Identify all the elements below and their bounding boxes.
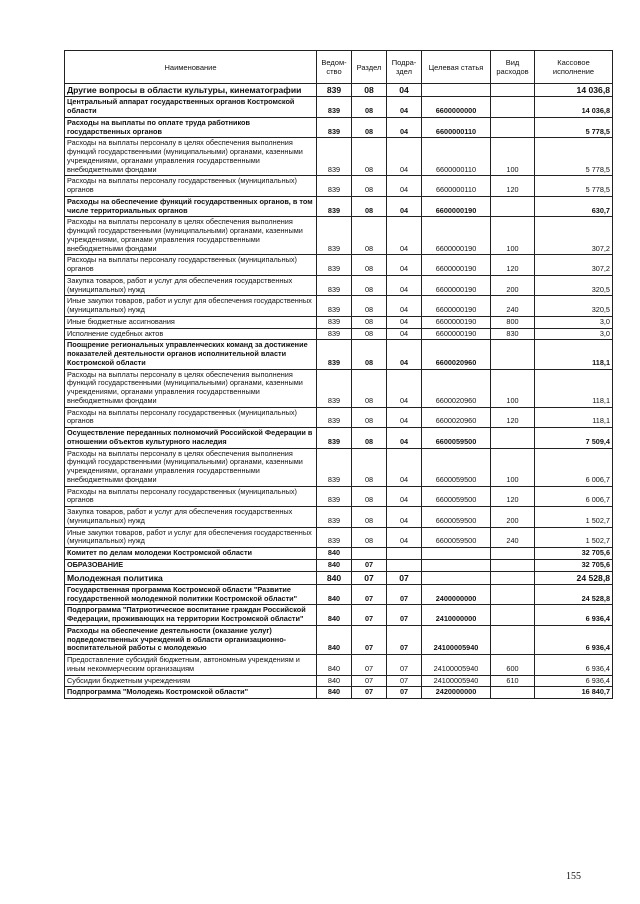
row-target-article: 6600000110 (422, 117, 491, 138)
row-section: 08 (352, 407, 387, 428)
row-target-article: 24100005940 (422, 655, 491, 676)
row-name: Подпрограмма "Патриотическое воспитание граждан Российской Федерации, проживающих на территории Костромской области" (65, 605, 317, 626)
row-subsection: 07 (387, 655, 422, 676)
row-target-article: 24100005940 (422, 625, 491, 654)
header-section: Раздел (352, 51, 387, 84)
table-row (65, 548, 613, 560)
row-name: Иные закупки товаров, работ и услуг для обеспечения государственных (муниципальных) нужд (65, 296, 317, 317)
row-section: 08 (352, 176, 387, 197)
row-target-article: 6600059500 (422, 527, 491, 548)
table-row (65, 584, 613, 605)
row-section: 07 (352, 584, 387, 605)
row-name: Осуществление переданных полномочий Российской Федерации в отношении объектов культурного наследия (65, 428, 317, 449)
row-subsection: 04 (387, 275, 422, 296)
row-target-article (422, 559, 491, 571)
row-target-article: 2420000000 (422, 687, 491, 699)
row-expense-type (491, 428, 535, 449)
row-section (352, 548, 387, 560)
row-name: Предоставление субсидий бюджетным, автономным учреждениям и иным некоммерческим организациям (65, 655, 317, 676)
row-amount: 6 006,7 (535, 448, 613, 486)
row-amount: 118,1 (535, 407, 613, 428)
row-name: Комитет по делам молодежи Костромской области (65, 548, 317, 560)
row-target-article: 6600000190 (422, 296, 491, 317)
row-expense-type (491, 605, 535, 626)
row-department: 839 (317, 138, 352, 176)
row-subsection: 04 (387, 527, 422, 548)
row-amount: 24 528,8 (535, 571, 613, 584)
row-name: ОБРАЗОВАНИЕ (65, 559, 317, 571)
row-subsection (387, 559, 422, 571)
row-department: 839 (317, 176, 352, 197)
row-department: 840 (317, 548, 352, 560)
table-row (65, 687, 613, 699)
row-name: Центральный аппарат государственных органов Костромской области (65, 97, 317, 118)
row-name: Расходы на выплаты персоналу государственных (муниципальных) органов (65, 407, 317, 428)
row-section: 08 (352, 196, 387, 217)
row-subsection: 04 (387, 255, 422, 276)
table-row (65, 255, 613, 276)
row-department: 839 (317, 196, 352, 217)
row-target-article: 6600059500 (422, 507, 491, 528)
row-section: 08 (352, 138, 387, 176)
row-expense-type (491, 687, 535, 699)
row-amount: 32 705,6 (535, 559, 613, 571)
row-section: 08 (352, 527, 387, 548)
row-amount: 7 509,4 (535, 428, 613, 449)
row-expense-type (491, 548, 535, 560)
row-expense-type: 610 (491, 675, 535, 687)
row-amount: 6 006,7 (535, 486, 613, 507)
table-row (65, 196, 613, 217)
row-department: 840 (317, 655, 352, 676)
row-amount: 307,2 (535, 255, 613, 276)
row-name: Расходы на выплаты персоналу в целях обеспечения выполнения функций государственными (муниципальными) органами, казенными учреждениями, органами управления государственными внебюджетными фондами (65, 369, 317, 407)
budget-execution-table (64, 50, 613, 699)
row-expense-type (491, 84, 535, 97)
row-expense-type (491, 625, 535, 654)
row-department: 839 (317, 117, 352, 138)
row-amount: 630,7 (535, 196, 613, 217)
row-expense-type: 100 (491, 448, 535, 486)
table-row (65, 117, 613, 138)
row-department: 840 (317, 559, 352, 571)
row-target-article: 6600000000 (422, 97, 491, 118)
row-name: Подпрограмма "Молодежь Костромской области" (65, 687, 317, 699)
row-expense-type: 120 (491, 486, 535, 507)
row-name: Расходы на обеспечение функций государственных органов, в том числе территориальных органов (65, 196, 317, 217)
row-department: 839 (317, 255, 352, 276)
row-expense-type: 240 (491, 296, 535, 317)
row-name: Расходы на выплаты персоналу в целях обеспечения выполнения функций государственными (муниципальными) органами, казенными учреждениями, органами управления государственными внебюджетными фондами (65, 217, 317, 255)
row-subsection: 04 (387, 486, 422, 507)
row-expense-type (491, 584, 535, 605)
row-subsection: 04 (387, 196, 422, 217)
row-name: Расходы на выплаты персоналу государственных (муниципальных) органов (65, 255, 317, 276)
row-expense-type (491, 571, 535, 584)
row-expense-type (491, 559, 535, 571)
row-name: Расходы на выплаты по оплате труда работников государственных органов (65, 117, 317, 138)
row-department: 839 (317, 275, 352, 296)
row-section: 08 (352, 117, 387, 138)
table-row (65, 275, 613, 296)
row-department: 839 (317, 340, 352, 369)
row-expense-type (491, 97, 535, 118)
row-subsection: 04 (387, 84, 422, 97)
table-body (65, 84, 613, 699)
header-department: Ведом-ство (317, 51, 352, 84)
row-department: 840 (317, 605, 352, 626)
row-amount: 14 036,8 (535, 84, 613, 97)
row-expense-type (491, 340, 535, 369)
row-section: 07 (352, 605, 387, 626)
table-row (65, 428, 613, 449)
row-subsection: 04 (387, 448, 422, 486)
row-name: Иные закупки товаров, работ и услуг для обеспечения государственных (муниципальных) нужд (65, 527, 317, 548)
row-amount: 320,5 (535, 275, 613, 296)
row-target-article: 6600020960 (422, 340, 491, 369)
row-subsection: 07 (387, 625, 422, 654)
row-name: Поощрение региональных управленческих команд за достижение показателей деятельности органов исполнительной власти Костромской области (65, 340, 317, 369)
row-name: Иные бюджетные ассигнования (65, 316, 317, 328)
row-department: 840 (317, 625, 352, 654)
row-subsection: 04 (387, 340, 422, 369)
row-target-article (422, 571, 491, 584)
row-name: Молодежная политика (65, 571, 317, 584)
row-department: 839 (317, 97, 352, 118)
row-target-article: 6600000190 (422, 316, 491, 328)
row-department: 839 (317, 527, 352, 548)
row-expense-type: 100 (491, 369, 535, 407)
table-row (65, 97, 613, 118)
row-section: 08 (352, 507, 387, 528)
table-row (65, 486, 613, 507)
row-target-article: 24100005940 (422, 675, 491, 687)
table-row (65, 407, 613, 428)
row-name: Закупка товаров, работ и услуг для обеспечения государственных (муниципальных) нужд (65, 507, 317, 528)
row-target-article (422, 548, 491, 560)
table-row (65, 316, 613, 328)
row-department: 839 (317, 84, 352, 97)
row-amount: 1 502,7 (535, 527, 613, 548)
row-section: 08 (352, 486, 387, 507)
row-section: 08 (352, 296, 387, 317)
row-target-article: 6600000190 (422, 196, 491, 217)
table-row (65, 369, 613, 407)
row-section: 08 (352, 328, 387, 340)
row-department: 840 (317, 584, 352, 605)
row-name: Субсидии бюджетным учреждениям (65, 675, 317, 687)
page-number: 155 (566, 871, 581, 882)
row-expense-type: 120 (491, 255, 535, 276)
table-row (65, 559, 613, 571)
row-target-article (422, 84, 491, 97)
row-amount: 5 778,5 (535, 176, 613, 197)
row-subsection: 07 (387, 605, 422, 626)
table-row (65, 527, 613, 548)
row-expense-type: 100 (491, 138, 535, 176)
row-section: 08 (352, 448, 387, 486)
row-subsection: 07 (387, 675, 422, 687)
row-department: 839 (317, 486, 352, 507)
row-target-article: 6600000190 (422, 217, 491, 255)
table-row (65, 448, 613, 486)
row-section: 08 (352, 217, 387, 255)
table-row (65, 507, 613, 528)
row-expense-type (491, 196, 535, 217)
row-subsection: 04 (387, 138, 422, 176)
row-amount: 3,0 (535, 316, 613, 328)
row-section: 08 (352, 84, 387, 97)
row-amount: 24 528,8 (535, 584, 613, 605)
row-expense-type: 240 (491, 527, 535, 548)
row-amount: 5 778,5 (535, 138, 613, 176)
row-subsection: 04 (387, 117, 422, 138)
row-name: Закупка товаров, работ и услуг для обеспечения государственных (муниципальных) нужд (65, 275, 317, 296)
row-subsection: 04 (387, 328, 422, 340)
row-subsection (387, 548, 422, 560)
row-name: Государственная программа Костромской области "Развитие государственной молодежной политики Костромской области" (65, 584, 317, 605)
row-department: 840 (317, 571, 352, 584)
row-target-article: 6600000110 (422, 138, 491, 176)
row-name: Исполнение судебных актов (65, 328, 317, 340)
row-subsection: 04 (387, 97, 422, 118)
row-expense-type: 800 (491, 316, 535, 328)
table-row (65, 217, 613, 255)
row-subsection: 07 (387, 571, 422, 584)
row-section: 08 (352, 369, 387, 407)
table-row (65, 340, 613, 369)
row-amount: 320,5 (535, 296, 613, 317)
row-target-article: 6600000190 (422, 328, 491, 340)
row-name: Другие вопросы в области культуры, кинематографии (65, 84, 317, 97)
row-amount: 6 936,4 (535, 675, 613, 687)
header-name: Наименование (65, 51, 317, 84)
row-subsection: 07 (387, 584, 422, 605)
row-expense-type: 120 (491, 176, 535, 197)
row-target-article: 6600059500 (422, 448, 491, 486)
table-row (65, 655, 613, 676)
row-subsection: 04 (387, 369, 422, 407)
row-target-article: 6600000190 (422, 275, 491, 296)
row-subsection: 04 (387, 407, 422, 428)
row-subsection: 07 (387, 687, 422, 699)
row-department: 840 (317, 675, 352, 687)
row-department: 839 (317, 407, 352, 428)
row-subsection: 04 (387, 296, 422, 317)
row-amount: 1 502,7 (535, 507, 613, 528)
row-amount: 118,1 (535, 340, 613, 369)
table-row (65, 675, 613, 687)
row-amount: 6 936,4 (535, 605, 613, 626)
row-expense-type: 200 (491, 275, 535, 296)
row-department: 839 (317, 217, 352, 255)
row-target-article: 6600000110 (422, 176, 491, 197)
row-section: 07 (352, 687, 387, 699)
row-name: Расходы на выплаты персоналу государственных (муниципальных) органов (65, 176, 317, 197)
row-expense-type (491, 117, 535, 138)
row-section: 08 (352, 97, 387, 118)
row-target-article: 6600059500 (422, 486, 491, 507)
table-row (65, 625, 613, 654)
table-row (65, 138, 613, 176)
row-amount: 14 036,8 (535, 97, 613, 118)
row-target-article: 6600020960 (422, 407, 491, 428)
row-amount: 5 778,5 (535, 117, 613, 138)
row-section: 07 (352, 625, 387, 654)
row-section: 08 (352, 255, 387, 276)
row-name: Расходы на обеспечение деятельности (оказание услуг) подведомственных учреждений в области организационно-воспитательной работы с молодежью (65, 625, 317, 654)
table-row (65, 605, 613, 626)
header-subsection: Подра-здел (387, 51, 422, 84)
row-target-article: 2410000000 (422, 605, 491, 626)
row-amount: 118,1 (535, 369, 613, 407)
table-row (65, 296, 613, 317)
table-header-row (65, 51, 613, 84)
row-department: 839 (317, 328, 352, 340)
row-department: 839 (317, 448, 352, 486)
row-department: 839 (317, 428, 352, 449)
row-amount: 32 705,6 (535, 548, 613, 560)
row-subsection: 04 (387, 176, 422, 197)
row-amount: 16 840,7 (535, 687, 613, 699)
row-subsection: 04 (387, 428, 422, 449)
row-name: Расходы на выплаты персоналу в целях обеспечения выполнения функций государственными (муниципальными) органами, казенными учреждениями, органами управления государственными внебюджетными фондами (65, 448, 317, 486)
row-name: Расходы на выплаты персоналу в целях обеспечения выполнения функций государственными (муниципальными) органами, казенными учреждениями, органами управления государственными внебюджетными фондами (65, 138, 317, 176)
row-expense-type: 830 (491, 328, 535, 340)
row-section: 07 (352, 559, 387, 571)
row-subsection: 04 (387, 316, 422, 328)
row-expense-type: 100 (491, 217, 535, 255)
row-department: 840 (317, 687, 352, 699)
row-department: 839 (317, 296, 352, 317)
row-expense-type: 600 (491, 655, 535, 676)
row-subsection: 04 (387, 507, 422, 528)
row-target-article: 6600020960 (422, 369, 491, 407)
row-section: 08 (352, 316, 387, 328)
header-cash-execution: Кассовое исполнение (535, 51, 613, 84)
row-amount: 6 936,4 (535, 625, 613, 654)
row-amount: 3,0 (535, 328, 613, 340)
table-row (65, 571, 613, 584)
row-name: Расходы на выплаты персоналу государственных (муниципальных) органов (65, 486, 317, 507)
row-section: 07 (352, 571, 387, 584)
header-expense-type: Вид расходов (491, 51, 535, 84)
row-target-article: 6600059500 (422, 428, 491, 449)
row-subsection: 04 (387, 217, 422, 255)
row-section: 07 (352, 655, 387, 676)
row-amount: 6 936,4 (535, 655, 613, 676)
row-expense-type: 120 (491, 407, 535, 428)
table-row (65, 84, 613, 97)
row-section: 08 (352, 428, 387, 449)
row-expense-type: 200 (491, 507, 535, 528)
row-department: 839 (317, 507, 352, 528)
row-section: 08 (352, 340, 387, 369)
row-department: 839 (317, 316, 352, 328)
table-row (65, 176, 613, 197)
table-row (65, 328, 613, 340)
header-target-article: Целевая статья (422, 51, 491, 84)
row-section: 08 (352, 275, 387, 296)
row-department: 839 (317, 369, 352, 407)
row-section: 07 (352, 675, 387, 687)
row-target-article: 2400000000 (422, 584, 491, 605)
row-target-article: 6600000190 (422, 255, 491, 276)
row-amount: 307,2 (535, 217, 613, 255)
